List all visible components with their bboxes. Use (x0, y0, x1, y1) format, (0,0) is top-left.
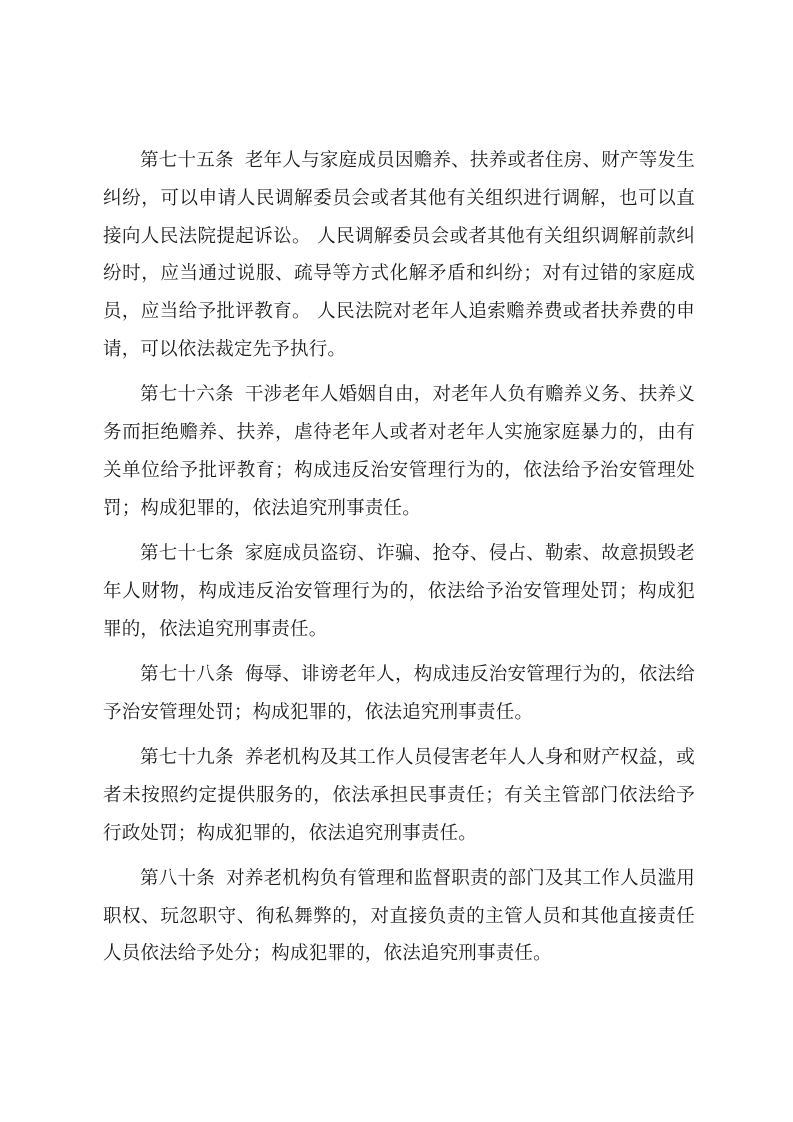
document-body (103, 142, 695, 981)
article-number: 第七十六条 (140, 384, 234, 406)
article-number: 第七十七条 (140, 542, 234, 564)
article-78 (103, 656, 695, 732)
article-number: 第七十八条 (140, 663, 234, 685)
article-text: 干涉老年人婚姻自由，对老年人负有赡养义务、扶养义务而拒绝赡养、扶养，虐待老年人或者对老年人实施家庭暴力的，由有关单位给予批评教育；构成违反治安管理行为的，依法给予治安管理处罚；构成犯罪的，依法追究刑事责任。 (103, 384, 695, 519)
article-number: 第七十九条 (140, 746, 234, 768)
article-text: 侮辱、诽谤老年人，构成违反治安管理行为的，依法给予治安管理处罚；构成犯罪的，依法追究刑事责任。 (103, 663, 695, 723)
article-text: 对养老机构负有管理和监督职责的部门及其工作人员滥用职权、玩忽职守、徇私舞弊的，对直接负责的主管人员和其他直接责任人员依法给予处分；构成犯罪的，依法追究刑事责任。 (103, 867, 695, 965)
article-text: 养老机构及其工作人员侵害老年人人身和财产权益，或者未按照约定提供服务的，依法承担民事责任；有关主管部门依法给予行政处罚；构成犯罪的，依法追究刑事责任。 (103, 746, 695, 844)
article-77 (103, 535, 695, 648)
article-75 (103, 142, 695, 369)
article-number: 第七十五条 (140, 150, 234, 171)
article-76 (103, 376, 695, 527)
article-79 (103, 739, 695, 852)
article-number: 第八十条 (140, 867, 216, 889)
article-text: 家庭成员盗窃、诈骗、抢夺、侵占、勒索、故意损毁老年人财物，构成违反治安管理行为的，依法给予治安管理处罚；构成犯罪的，依法追究刑事责任。 (103, 542, 695, 640)
article-text: 老年人与家庭成员因赡养、扶养或者住房、财产等发生纠纷，可以申请人民调解委员会或者其他有关组织进行调解，也可以直接向人民法院提起诉讼。 人民调解委员会或者其他有关组织调解前款纠纷时，应当通过说服、疏导等方式化解矛盾和纠纷；对有过错的家庭成员，应当给予批评教育。 人民法院对老年人追索赡养费或者扶养费的申请，可以依法裁定先予执行。 (103, 150, 695, 360)
article-80 (103, 860, 695, 973)
